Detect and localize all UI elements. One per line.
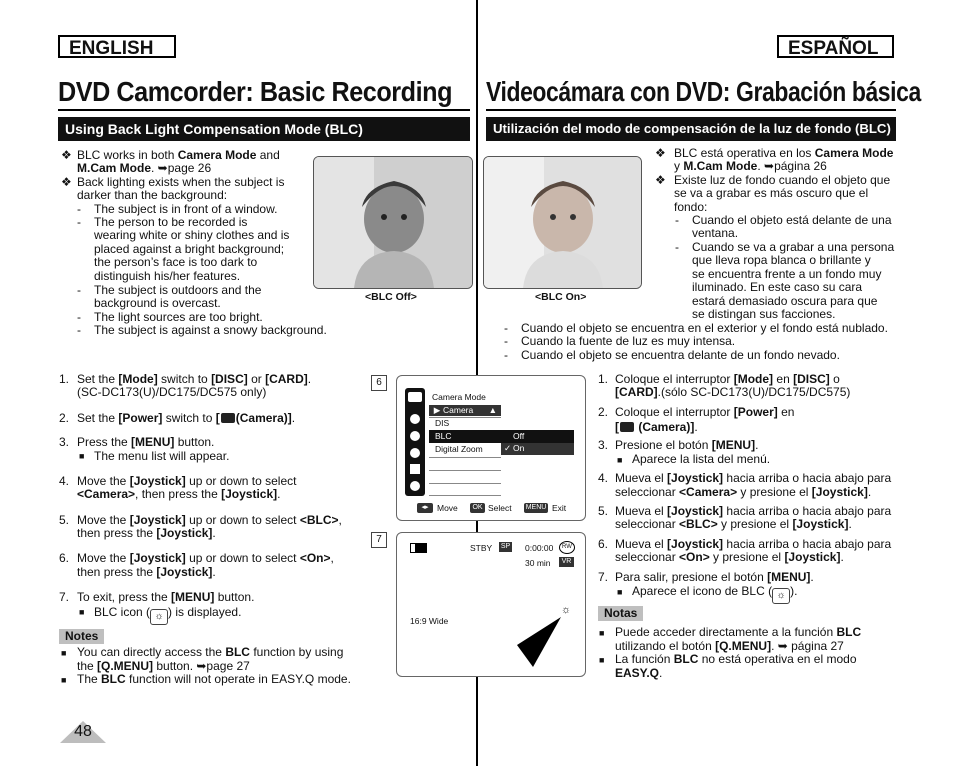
diamond-bullet-icon: ❖ <box>61 148 72 162</box>
page-title-es: Videocámara con DVD: Grabación básica <box>486 76 921 107</box>
photo-blc-on <box>483 156 642 289</box>
caption-blc-off: <BLC Off> <box>365 291 417 303</box>
option-on[interactable]: ✓ On <box>501 443 574 455</box>
blc-icon: ☼ <box>150 609 168 625</box>
page-number-badge <box>60 721 106 743</box>
caption-blc-on: <BLC On> <box>535 291 587 303</box>
check-icon: ✓ <box>504 443 512 453</box>
page-number: 48 <box>74 723 92 740</box>
camera-icon <box>221 413 235 423</box>
language-label-es: ESPAÑOL <box>777 35 894 58</box>
remaining-time: 30 min <box>525 558 551 568</box>
section-heading-es: Utilización del modo de compensación de la luz de fondo (BLC) <box>486 117 896 141</box>
page-title-en: DVD Camcorder: Basic Recording <box>58 76 453 107</box>
photo-tab-icon <box>410 431 420 441</box>
blc-icon: ☼ <box>772 588 790 604</box>
title-rule-en <box>58 109 470 111</box>
wide-mode-label: 16:9 Wide <box>410 616 449 626</box>
diamond-bullet-icon: ❖ <box>61 175 72 189</box>
menu-screen <box>396 375 586 521</box>
ok-button-icon: OK <box>470 503 485 513</box>
hint-exit: Exit <box>552 503 567 513</box>
menu-item-camera[interactable]: ▶ Camera ▲ <box>429 405 501 416</box>
menu-title: Camera Mode <box>432 392 486 402</box>
time-counter: 0:00:00 <box>525 543 554 553</box>
camera-icon <box>620 422 634 432</box>
notes-label-en: Notes <box>59 629 104 644</box>
hint-move: Move <box>437 503 458 513</box>
pointer-arrow-icon <box>517 617 562 667</box>
display-tab-icon <box>410 464 420 474</box>
title-rule-es <box>486 109 896 111</box>
step-number-6: 6 <box>371 375 387 391</box>
record-screen <box>396 532 586 677</box>
disc-tab-icon <box>410 448 420 458</box>
section-heading-en: Using Back Light Compensation Mode (BLC) <box>58 117 470 141</box>
menu-item-blc[interactable]: BLC <box>429 430 501 443</box>
blc-on-icon: ☼ <box>560 604 572 616</box>
step-number-7: 7 <box>371 532 387 548</box>
record-tab-icon <box>410 414 420 424</box>
menu-tab-strip <box>405 388 425 496</box>
diamond-bullet-icon: ❖ <box>655 146 666 160</box>
scroll-up-icon: ▲ <box>488 405 497 415</box>
stby-status: STBY <box>470 543 493 553</box>
menu-item-dis[interactable]: DIS <box>435 418 450 428</box>
hint-select: Select <box>488 503 512 513</box>
sp-quality-badge: SP <box>500 543 511 550</box>
settings-tab-icon <box>410 481 420 491</box>
joystick-icon: ◂▸ <box>417 503 433 513</box>
language-label-en: ENGLISH <box>58 35 176 58</box>
notes-label-es: Notas <box>598 606 643 621</box>
option-off[interactable]: Off <box>501 430 574 443</box>
vr-mode-badge: VR <box>559 557 574 567</box>
menu-item-digital-zoom[interactable]: Digital Zoom <box>435 444 483 454</box>
photo-blc-off <box>313 156 473 289</box>
battery-icon <box>410 543 427 553</box>
menu-button-icon: MENU <box>525 504 547 511</box>
camera-tab-icon <box>408 392 422 402</box>
disc-rw-icon: RW <box>559 541 575 554</box>
diamond-bullet-icon: ❖ <box>655 173 666 187</box>
